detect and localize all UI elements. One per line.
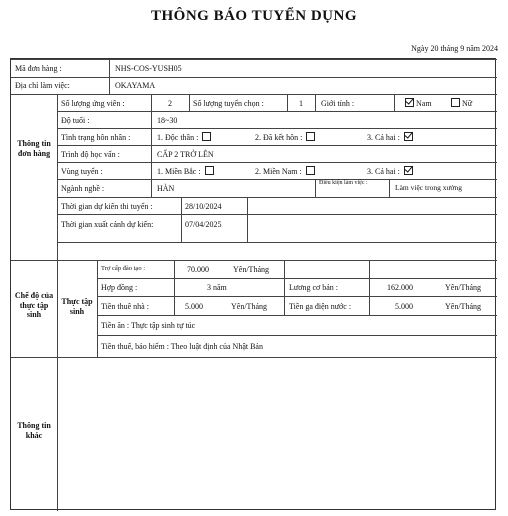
workplace-label: Địa chỉ làm việc: [15,81,70,90]
housing-label: Tiền thuê nhà : [101,302,149,311]
meals-note: Tiền ăn : Thực tập sinh tự túc [101,321,196,330]
job-value: HÀN [157,184,175,193]
applicants-label: Số lượng ứng viên : [61,99,125,108]
checkbox-empty-icon[interactable] [202,132,211,141]
departure-date-value: 07/04/2025 [185,220,222,229]
order-code-label: Mã đơn hàng : [15,64,62,73]
base-salary-label: Lương cơ bản : [289,283,339,292]
housing-value: 5.000 [185,302,203,311]
training-allowance-unit: Yên/Tháng [233,265,269,274]
notice-date: Ngày 20 tháng 9 năm 2024 [411,44,498,53]
base-salary-value: 162.000 [387,283,413,292]
region-north-option[interactable]: 1. Miền Bắc : [157,166,216,176]
checkbox-empty-icon[interactable] [306,132,315,141]
work-conditions-value: Làm việc trong xưởng [395,183,462,192]
housing-unit: Yên/Tháng [231,302,267,311]
applicants-value: 2 [168,99,172,108]
gender-label: Giới tính : [321,99,355,108]
age-value: 18~30 [157,116,178,125]
education-value: CẤP 2 TRỞ LÊN [157,150,214,159]
marital-label: Tình trạng hôn nhân : [61,133,131,142]
gender-female-option[interactable]: Nữ [449,98,472,108]
workplace-value: OKAYAMA [115,81,156,90]
checkbox-checked-icon[interactable] [404,132,413,141]
training-allowance-label: Trợ cấp đào tạo : [101,265,145,272]
departure-date-label: Thời gian xuất cảnh dự kiến: [61,220,154,229]
exam-date-value: 28/10/2024 [185,202,222,211]
region-south-option[interactable]: 2. Miền Nam : [255,166,317,176]
checkbox-checked-icon[interactable] [404,166,413,175]
selected-label: Số lượng tuyển chọn : [193,99,264,108]
education-label: Trình độ học vấn : [61,150,120,159]
gender-male-option[interactable]: Nam [403,98,432,108]
utilities-value: 5.000 [395,302,413,311]
order-info-section-label: Thông tin đơn hàng [17,139,51,158]
trainee-sub-label: Thực tập sinh [61,297,93,316]
marital-both-option[interactable]: 3. Cả hai : [367,132,415,142]
marital-married-option[interactable]: 2. Đã kết hôn : [255,132,317,142]
selected-value: 1 [299,99,303,108]
utilities-label: Tiền ga điện nước : [289,302,352,311]
contract-value: 3 năm [207,283,227,292]
checkbox-empty-icon[interactable] [306,166,315,175]
age-label: Độ tuổi : [61,116,90,125]
recruitment-form [10,58,496,510]
region-both-option[interactable]: 3. Cả hai : [367,166,415,176]
contract-label: Hợp đồng : [101,283,138,292]
other-info-section-label: Thông tin khác [17,421,51,440]
marital-single-option[interactable]: 1. Độc thân : [157,132,213,142]
work-conditions-label: Điều kiện làm việc : [319,180,368,186]
base-salary-unit: Yên/Tháng [445,283,481,292]
job-label: Ngành nghề : [61,184,105,193]
exam-date-label: Thời gian dự kiến thi tuyển : [61,202,153,211]
order-code-value: NHS-COS-YUSH05 [115,64,182,73]
region-label: Vùng tuyển : [61,167,103,176]
checkbox-empty-icon[interactable] [451,98,460,107]
page-title: THÔNG BÁO TUYỂN DỤNG [151,8,357,24]
tax-insurance-note: Tiền thuế, bảo hiểm : Theo luật định của Nhật Bản [101,342,263,351]
utilities-unit: Yên/Tháng [445,302,481,311]
checkbox-checked-icon[interactable] [405,98,414,107]
training-allowance-value: 70.000 [187,265,209,274]
checkbox-empty-icon[interactable] [205,166,214,175]
trainee-policy-section-label: Chế độ của thực tập sinh [14,291,54,320]
